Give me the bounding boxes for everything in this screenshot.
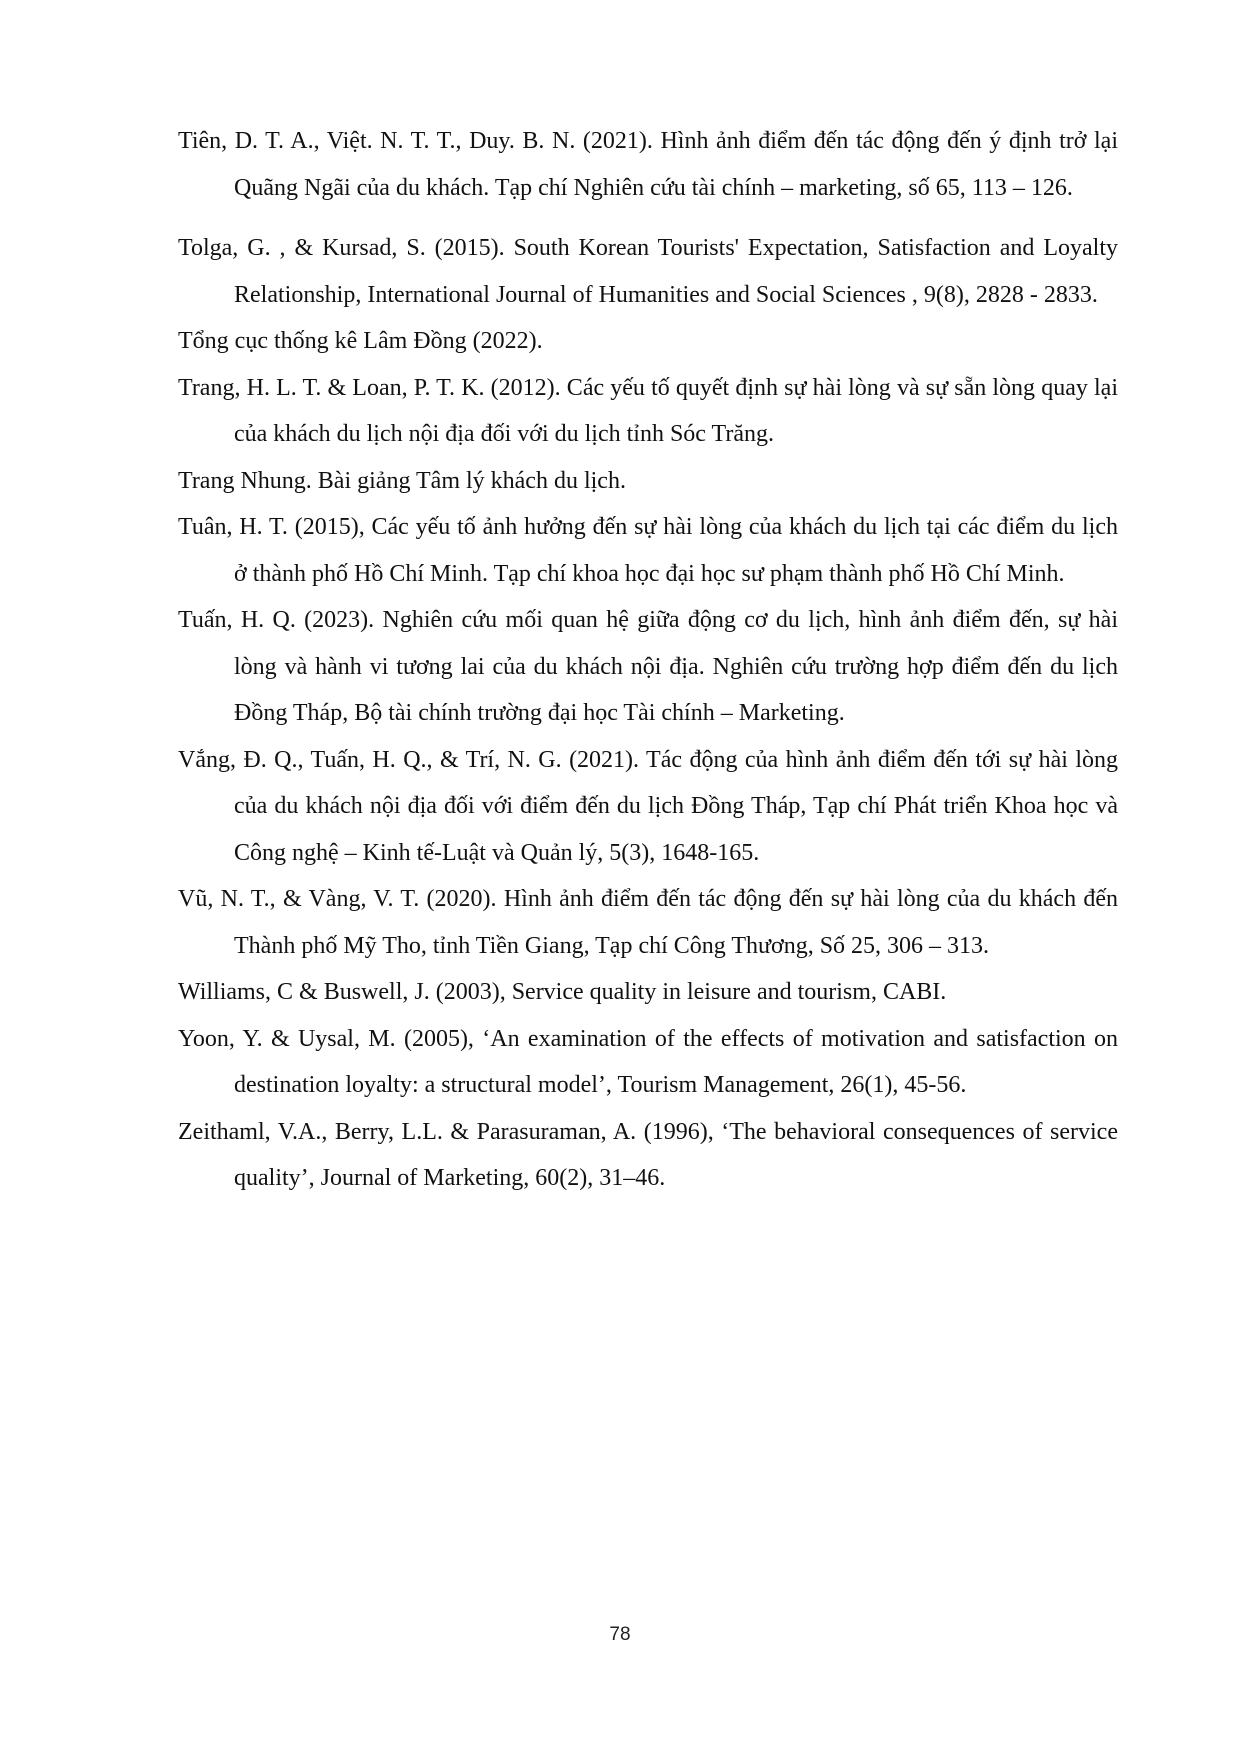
reference-list <box>178 118 1118 1202</box>
reference-entry: Trang Nhung. Bài giảng Tâm lý khách du lịch. <box>178 467 626 494</box>
page-number: 78 <box>609 1624 631 1645</box>
reference-entry: Tổng cục thống kê Lâm Đồng (2022). <box>178 328 543 354</box>
reference-entry: Tolga, G. , & Kursad, S. (2015). South Korean Tourists' Expectation, Satisfaction and Loyalty Relationship, International Journal of Humanities and Social Sciences , 9(8), 2828 - 2833. <box>178 235 1118 308</box>
reference-entry: Tiên, D. T. A., Việt. N. T. T., Duy. B. N. (2021). Hình ảnh điểm đến tác động đến ý định trở lại Quãng Ngãi của du khách. Tạp chí Nghiên cứu tài chính – marketing, số 65, 113 – 126. <box>178 128 1118 201</box>
reference-entry: Zeithaml, V.A., Berry, L.L. & Parasuraman, A. (1996), ‘The behavioral consequences of service quality’, Journal of Marketing, 60(2), 31–46. <box>178 1118 1118 1191</box>
reference-entry: Trang, H. L. T. & Loan, P. T. K. (2012). Các yếu tố quyết định sự hài lòng và sự sẵn lòng quay lại của khách du lịch nội địa đối với du lịch tỉnh Sóc Trăng. <box>178 374 1118 447</box>
reference-entry: Tuấn, H. Q. (2023). Nghiên cứu mối quan hệ giữa động cơ du lịch, hình ảnh điểm đến, sự hài lòng và hành vi tương lai của du khách nội địa. Nghiên cứu trường hợp điểm đến du lịch Đồng Tháp, Bộ tài chính trường đại học Tài chính – Marketing. <box>178 607 1118 726</box>
reference-entry: Yoon, Y. & Uysal, M. (2005), ‘An examination of the effects of motivation and satisfaction on destination loyalty: a structural model’, Tourism Management, 26(1), 45-56. <box>178 1025 1118 1098</box>
reference-entry: Williams, C & Buswell, J. (2003), Service quality in leisure and tourism, CABI. <box>178 979 947 1005</box>
reference-entry: Tuân, H. T. (2015), Các yếu tố ảnh hưởng đến sự hài lòng của khách du lịch tại các điểm du lịch ở thành phố Hồ Chí Minh. Tạp chí khoa học đại học sư phạm thành phố Hồ Chí Minh. <box>178 514 1118 587</box>
reference-entry: Vũ, N. T., & Vàng, V. T. (2020). Hình ảnh điểm đến tác động đến sự hài lòng của du khách đến Thành phố Mỹ Tho, tỉnh Tiền Giang, Tạp chí Công Thương, Số 25, 306 – 313. <box>178 886 1118 959</box>
reference-entry: Vắng, Đ. Q., Tuấn, H. Q., & Trí, N. G. (2021). Tác động của hình ảnh điểm đến tới sự hài lòng của du khách nội địa đối với điểm đến du lịch Đồng Tháp, Tạp chí Phát triển Khoa học và Công nghệ – Kinh tế-Luật và Quản lý, 5(3), 1648-165. <box>178 746 1118 866</box>
